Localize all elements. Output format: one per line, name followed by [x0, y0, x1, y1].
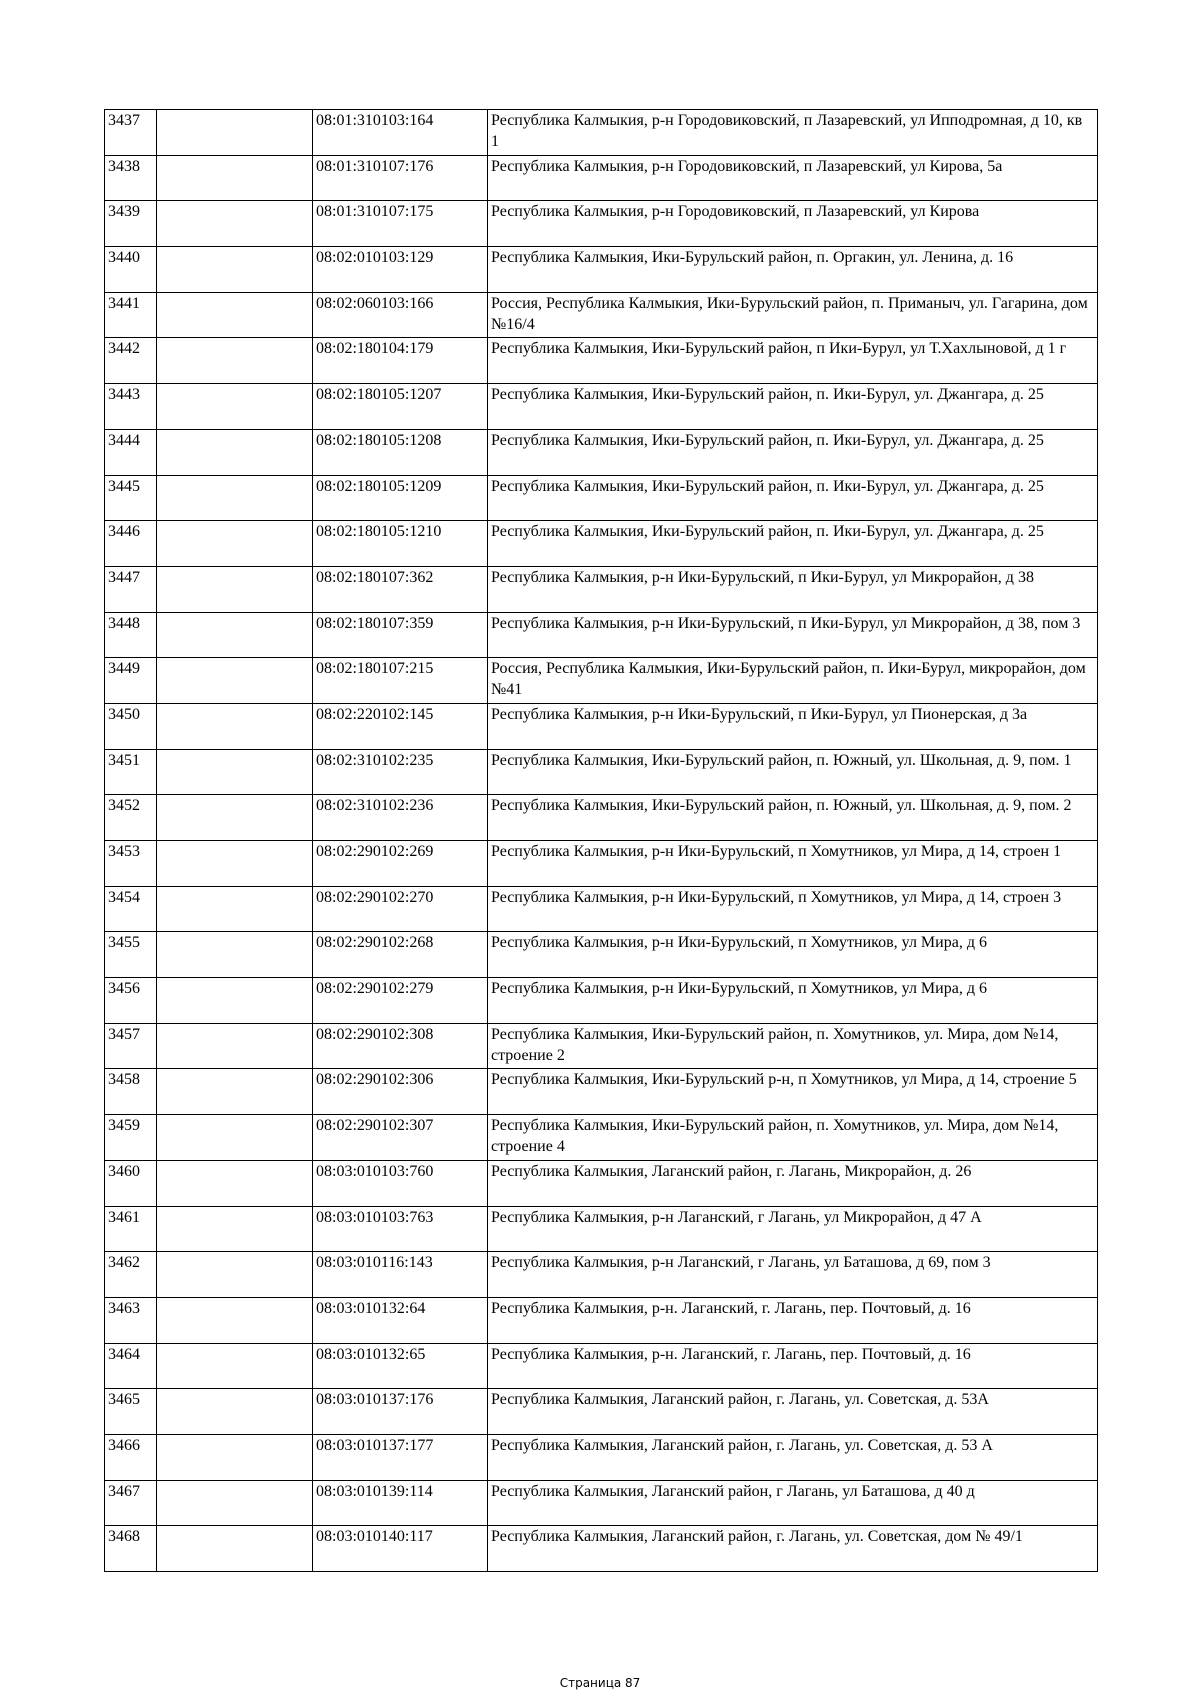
blank-cell — [157, 110, 313, 156]
blank-cell — [157, 841, 313, 887]
address-cell: Республика Калмыкия, р-н. Лаганский, г. Лагань, пер. Почтовый, д. 16 — [488, 1297, 1098, 1343]
table-row — [105, 384, 1098, 430]
cadastral-number-cell: 08:03:010103:763 — [313, 1206, 488, 1252]
blank-cell — [157, 1297, 313, 1343]
blank-cell — [157, 1115, 313, 1161]
table-row — [105, 292, 1098, 338]
cadastral-number-cell: 08:02:290102:268 — [313, 932, 488, 978]
row-number-cell: 3454 — [105, 886, 157, 932]
cadastral-number-cell: 08:02:290102:269 — [313, 841, 488, 887]
address-cell: Республика Калмыкия, Лаганский район, г. Лагань, ул. Советская, дом № 49/1 — [488, 1526, 1098, 1572]
blank-cell — [157, 429, 313, 475]
table-row — [105, 1480, 1098, 1526]
address-cell: Республика Калмыкия, Лаганский район, г. Лагань, Микрорайон, д. 26 — [488, 1160, 1098, 1206]
cadastral-number-cell: 08:03:010132:65 — [313, 1343, 488, 1389]
address-cell: Республика Калмыкия, р-н Ики-Бурульский, п Хомутников, ул Мира, д 14, строен 3 — [488, 886, 1098, 932]
blank-cell — [157, 1389, 313, 1435]
address-cell: Республика Калмыкия, р-н Городовиковский, п Лазаревский, ул Ипподромная, д 10, кв 1 — [488, 110, 1098, 156]
blank-cell — [157, 1206, 313, 1252]
address-cell: Россия, Республика Калмыкия, Ики-Бурульский район, п. Приманыч, ул. Гагарина, дом №16/4 — [488, 292, 1098, 338]
address-cell: Республика Калмыкия, р-н Ики-Бурульский, п Ики-Бурул, ул Микрорайон, д 38, пом 3 — [488, 612, 1098, 658]
row-number-cell: 3453 — [105, 841, 157, 887]
row-number-cell: 3437 — [105, 110, 157, 156]
address-cell: Республика Калмыкия, Ики-Бурульский район, п. Оргакин, ул. Ленина, д. 16 — [488, 247, 1098, 293]
cadastral-number-cell: 08:02:220102:145 — [313, 703, 488, 749]
row-number-cell: 3447 — [105, 566, 157, 612]
row-number-cell: 3446 — [105, 521, 157, 567]
table-row — [105, 795, 1098, 841]
row-number-cell: 3450 — [105, 703, 157, 749]
cadastral-number-cell: 08:01:310107:176 — [313, 155, 488, 201]
blank-cell — [157, 155, 313, 201]
table-row — [105, 612, 1098, 658]
cadastral-number-cell: 08:02:290102:307 — [313, 1115, 488, 1161]
blank-cell — [157, 703, 313, 749]
table-row — [105, 841, 1098, 887]
table-row — [105, 566, 1098, 612]
blank-cell — [157, 1434, 313, 1480]
blank-cell — [157, 749, 313, 795]
registry-table-body — [105, 110, 1098, 1572]
row-number-cell: 3458 — [105, 1069, 157, 1115]
row-number-cell: 3443 — [105, 384, 157, 430]
row-number-cell: 3461 — [105, 1206, 157, 1252]
row-number-cell: 3438 — [105, 155, 157, 201]
table-row — [105, 201, 1098, 247]
cadastral-number-cell: 08:03:010140:117 — [313, 1526, 488, 1572]
address-cell: Республика Калмыкия, Ики-Бурульский район, п. Ики-Бурул, ул. Джангара, д. 25 — [488, 521, 1098, 567]
row-number-cell: 3444 — [105, 429, 157, 475]
row-number-cell: 3464 — [105, 1343, 157, 1389]
blank-cell — [157, 1343, 313, 1389]
cadastral-number-cell: 08:03:010132:64 — [313, 1297, 488, 1343]
cadastral-number-cell: 08:02:310102:235 — [313, 749, 488, 795]
address-cell: Республика Калмыкия, р-н Лаганский, г Лагань, ул Микрорайон, д 47 А — [488, 1206, 1098, 1252]
cadastral-number-cell: 08:01:310103:164 — [313, 110, 488, 156]
row-number-cell: 3466 — [105, 1434, 157, 1480]
address-cell: Республика Калмыкия, р-н Ики-Бурульский, п Ики-Бурул, ул Микрорайон, д 38 — [488, 566, 1098, 612]
row-number-cell: 3463 — [105, 1297, 157, 1343]
table-row — [105, 703, 1098, 749]
cadastral-number-cell: 08:02:290102:306 — [313, 1069, 488, 1115]
row-number-cell: 3442 — [105, 338, 157, 384]
row-number-cell: 3465 — [105, 1389, 157, 1435]
row-number-cell: 3452 — [105, 795, 157, 841]
table-row — [105, 1297, 1098, 1343]
row-number-cell: 3457 — [105, 1023, 157, 1069]
cadastral-number-cell: 08:02:290102:308 — [313, 1023, 488, 1069]
table-row — [105, 1069, 1098, 1115]
address-cell: Республика Калмыкия, р-н. Лаганский, г. Лагань, пер. Почтовый, д. 16 — [488, 1343, 1098, 1389]
blank-cell — [157, 475, 313, 521]
row-number-cell: 3449 — [105, 658, 157, 704]
cadastral-number-cell: 08:02:180105:1207 — [313, 384, 488, 430]
cadastral-number-cell: 08:02:180107:362 — [313, 566, 488, 612]
table-row — [105, 1434, 1098, 1480]
address-cell: Республика Калмыкия, р-н Городовиковский, п Лазаревский, ул Кирова — [488, 201, 1098, 247]
table-row — [105, 429, 1098, 475]
table-row — [105, 978, 1098, 1024]
blank-cell — [157, 1069, 313, 1115]
blank-cell — [157, 384, 313, 430]
table-row — [105, 658, 1098, 704]
cadastral-number-cell: 08:01:310107:175 — [313, 201, 488, 247]
address-cell: Республика Калмыкия, Ики-Бурульский район, п. Хомутников, ул. Мира, дом №14, строение 2 — [488, 1023, 1098, 1069]
blank-cell — [157, 886, 313, 932]
table-row — [105, 1252, 1098, 1298]
page-number: Страница 87 — [559, 1676, 641, 1690]
blank-cell — [157, 612, 313, 658]
table-row — [105, 1343, 1098, 1389]
blank-cell — [157, 338, 313, 384]
cadastral-number-cell: 08:02:180105:1210 — [313, 521, 488, 567]
address-cell: Республика Калмыкия, р-н Ики-Бурульский, п Хомутников, ул Мира, д 6 — [488, 978, 1098, 1024]
row-number-cell: 3456 — [105, 978, 157, 1024]
address-cell: Республика Калмыкия, Лаганский район, г. Лагань, ул. Советская, д. 53 А — [488, 1434, 1098, 1480]
row-number-cell: 3459 — [105, 1115, 157, 1161]
blank-cell — [157, 932, 313, 978]
row-number-cell: 3455 — [105, 932, 157, 978]
cadastral-number-cell: 08:02:180107:215 — [313, 658, 488, 704]
cadastral-number-cell: 08:02:060103:166 — [313, 292, 488, 338]
table-row — [105, 1023, 1098, 1069]
address-cell: Республика Калмыкия, Ики-Бурульский район, п Ики-Бурул, ул Т.Хахлыновой, д 1 г — [488, 338, 1098, 384]
address-cell: Республика Калмыкия, Ики-Бурульский район, п. Южный, ул. Школьная, д. 9, пом. 2 — [488, 795, 1098, 841]
row-number-cell: 3460 — [105, 1160, 157, 1206]
blank-cell — [157, 1526, 313, 1572]
blank-cell — [157, 1480, 313, 1526]
address-cell: Республика Калмыкия, Ики-Бурульский район, п. Ики-Бурул, ул. Джангара, д. 25 — [488, 429, 1098, 475]
row-number-cell: 3440 — [105, 247, 157, 293]
table-row — [105, 749, 1098, 795]
blank-cell — [157, 1160, 313, 1206]
address-cell: Республика Калмыкия, р-н Ики-Бурульский, п Ики-Бурул, ул Пионерская, д 3а — [488, 703, 1098, 749]
row-number-cell: 3462 — [105, 1252, 157, 1298]
blank-cell — [157, 1252, 313, 1298]
address-cell: Республика Калмыкия, Ики-Бурульский район, п. Южный, ул. Школьная, д. 9, пом. 1 — [488, 749, 1098, 795]
table-row — [105, 338, 1098, 384]
table-row — [105, 1389, 1098, 1435]
table-row — [105, 155, 1098, 201]
table-row — [105, 521, 1098, 567]
cadastral-number-cell: 08:03:010139:114 — [313, 1480, 488, 1526]
blank-cell — [157, 658, 313, 704]
cadastral-number-cell: 08:02:290102:270 — [313, 886, 488, 932]
address-cell: Республика Калмыкия, р-н Ики-Бурульский, п Хомутников, ул Мира, д 6 — [488, 932, 1098, 978]
cadastral-number-cell: 08:02:310102:236 — [313, 795, 488, 841]
table-row — [105, 886, 1098, 932]
cadastral-number-cell: 08:02:180104:179 — [313, 338, 488, 384]
address-cell: Республика Калмыкия, Ики-Бурульский район, п. Хомутников, ул. Мира, дом №14, строение 4 — [488, 1115, 1098, 1161]
cadastral-number-cell: 08:02:180107:359 — [313, 612, 488, 658]
address-cell: Республика Калмыкия, Лаганский район, г Лагань, ул Баташова, д 40 д — [488, 1480, 1098, 1526]
table-row — [105, 1526, 1098, 1572]
row-number-cell: 3445 — [105, 475, 157, 521]
blank-cell — [157, 1023, 313, 1069]
cadastral-number-cell: 08:02:180105:1209 — [313, 475, 488, 521]
address-cell: Республика Калмыкия, Ики-Бурульский район, п. Ики-Бурул, ул. Джангара, д. 25 — [488, 384, 1098, 430]
row-number-cell: 3467 — [105, 1480, 157, 1526]
cadastral-number-cell: 08:02:290102:279 — [313, 978, 488, 1024]
table-row — [105, 475, 1098, 521]
blank-cell — [157, 978, 313, 1024]
cadastral-number-cell: 08:03:010116:143 — [313, 1252, 488, 1298]
cadastral-number-cell: 08:03:010137:177 — [313, 1434, 488, 1480]
row-number-cell: 3439 — [105, 201, 157, 247]
blank-cell — [157, 247, 313, 293]
address-cell: Республика Калмыкия, Ики-Бурульский район, п. Ики-Бурул, ул. Джангара, д. 25 — [488, 475, 1098, 521]
row-number-cell: 3468 — [105, 1526, 157, 1572]
cadastral-number-cell: 08:02:180105:1208 — [313, 429, 488, 475]
row-number-cell: 3451 — [105, 749, 157, 795]
address-cell: Республика Калмыкия, р-н Городовиковский, п Лазаревский, ул Кирова, 5а — [488, 155, 1098, 201]
blank-cell — [157, 795, 313, 841]
cadastral-number-cell: 08:03:010103:760 — [313, 1160, 488, 1206]
address-cell: Республика Калмыкия, Лаганский район, г. Лагань, ул. Советская, д. 53А — [488, 1389, 1098, 1435]
address-cell: Республика Калмыкия, р-н Ики-Бурульский, п Хомутников, ул Мира, д 14, строен 1 — [488, 841, 1098, 887]
table-row — [105, 1206, 1098, 1252]
table-row — [105, 932, 1098, 978]
cadastral-number-cell: 08:03:010137:176 — [313, 1389, 488, 1435]
row-number-cell: 3441 — [105, 292, 157, 338]
address-cell: Республика Калмыкия, р-н Лаганский, г Лагань, ул Баташова, д 69, пом 3 — [488, 1252, 1098, 1298]
table-row — [105, 247, 1098, 293]
blank-cell — [157, 201, 313, 247]
blank-cell — [157, 521, 313, 567]
blank-cell — [157, 566, 313, 612]
table-row — [105, 1115, 1098, 1161]
blank-cell — [157, 292, 313, 338]
table-row — [105, 110, 1098, 156]
table-row — [105, 1160, 1098, 1206]
address-cell: Республика Калмыкия, Ики-Бурульский р-н, п Хомутников, ул Мира, д 14, строение 5 — [488, 1069, 1098, 1115]
cadastral-number-cell: 08:02:010103:129 — [313, 247, 488, 293]
row-number-cell: 3448 — [105, 612, 157, 658]
address-cell: Россия, Республика Калмыкия, Ики-Бурульский район, п. Ики-Бурул, микрорайон, дом №41 — [488, 658, 1098, 704]
registry-table — [104, 109, 1098, 1572]
